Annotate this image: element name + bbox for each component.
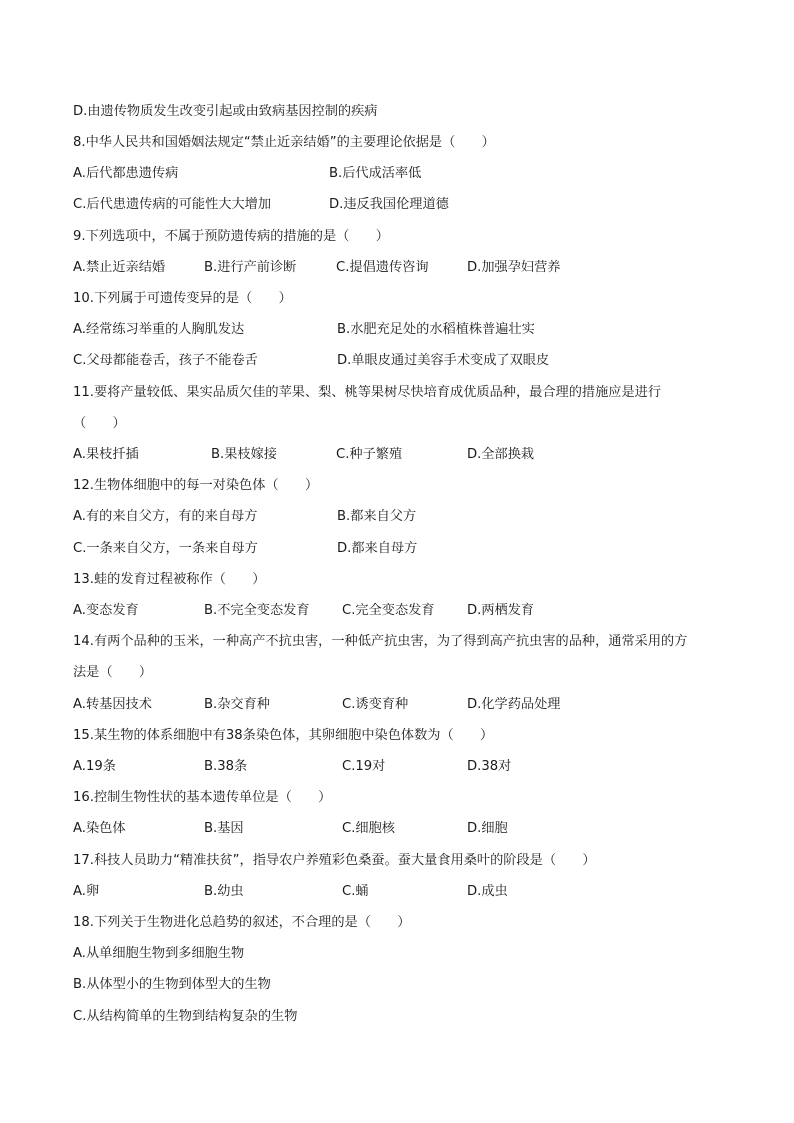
question-9: 9.下列选项中，不属于预防遗传病的措施的是（ ） [73,229,389,244]
q18-option-b: B.从体型小的生物到体型大的生物 [73,977,271,992]
question-17: 17.科技人员助力“精准扶贫”，指导农户养殖彩色桑蚕。蚕大量食用桑叶的阶段是（ ） [73,853,596,868]
q15-option-a: A.19条 [73,759,116,774]
q15-option-d: D.38对 [467,759,512,774]
q10-option-b: B.水肥充足处的水稻植株普遍壮实 [337,322,535,337]
q14-option-b: B.杂交育种 [204,697,270,712]
q9-options-row [73,259,753,277]
q8-option-d: D.违反我国伦理道德 [329,197,449,212]
q7-option-d: D.由遗传物质发生改变引起或由致病基因控制的疾病 [73,104,378,119]
q13-option-d: D.两栖发育 [467,603,535,618]
q8-option-b: B.后代成活率低 [329,166,422,181]
question-18: 18.下列关于生物进化总趋势的叙述，不合理的是（ ） [73,915,411,930]
q11-option-c: C.种子繁殖 [336,447,403,462]
q10-option-a: A.经常练习举重的人胸肌发达 [73,322,245,337]
q12-options-row-1 [73,508,753,526]
question-11-continued: （ ） [73,416,126,431]
q8-option-a: A.后代都患遗传病 [73,166,179,181]
q12-option-b: B.都来自父方 [337,509,417,524]
q17-option-d: D.成虫 [467,884,508,899]
q13-option-a: A.变态发育 [73,603,139,618]
q8-option-c: C.后代患遗传病的可能性大大增加 [73,197,272,212]
q16-options-row [73,820,753,838]
q14-options-row [73,696,753,714]
q8-options-row-1 [73,165,753,183]
q14-option-c: C.诱变育种 [342,697,409,712]
q17-option-b: B.幼虫 [204,884,244,899]
q16-option-b: B.基因 [204,821,244,836]
q18-option-a: A.从单细胞生物到多细胞生物 [73,946,245,961]
question-12: 12.生物体细胞中的每一对染色体（ ） [73,478,319,493]
q9-option-d: D.加强孕妇营养 [467,260,561,275]
question-16: 16.控制生物性状的基本遗传单位是（ ） [73,790,332,805]
question-15: 15.某生物的体系细胞中有38条染色体，其卵细胞中染色体数为（ ） [73,728,494,743]
q15-option-c: C.19对 [342,759,386,774]
q16-option-c: C.细胞核 [342,821,395,836]
question-8: 8.中华人民共和国婚姻法规定“禁止近亲结婚”的主要理论依据是（ ） [73,135,495,150]
question-10: 10.下列属于可遗传变异的是（ ） [73,291,292,306]
q10-options-row-2 [73,352,753,370]
question-14: 14.有两个品种的玉米，一种高产不抗虫害，一种低产抗虫害，为了得到高产抗虫害的品种，通常采用的方 [73,634,688,649]
q10-options-row-1 [73,321,753,339]
q15-options-row [73,758,753,776]
q16-option-d: D.细胞 [467,821,508,836]
question-13: 13.蛙的发育过程被称作（ ） [73,572,266,587]
question-11: 11.要将产量较低、果实品质欠佳的苹果、梨、桃等果树尽快培育成优质品种，最合理的措施应是进行 [73,385,662,400]
q9-option-c: C.提倡遗传咨询 [336,260,429,275]
q11-option-b: B.果枝嫁接 [211,447,277,462]
q11-option-a: A.果枝扦插 [73,447,139,462]
q17-options-row [73,883,753,901]
q12-option-c: C.一条来自父方，一条来自母方 [73,541,258,556]
q14-option-a: A.转基因技术 [73,697,152,712]
q8-options-row-2 [73,196,753,214]
q11-options-row [73,446,753,464]
q16-option-a: A.染色体 [73,821,126,836]
q9-option-a: A.禁止近亲结婚 [73,260,166,275]
q17-option-a: A.卵 [73,884,100,899]
q17-option-c: C.蛹 [342,884,369,899]
q12-options-row-2 [73,540,753,558]
q13-options-row [73,602,753,620]
q18-option-c: C.从结构简单的生物到结构复杂的生物 [73,1009,298,1024]
q12-option-a: A.有的来自父方，有的来自母方 [73,509,258,524]
q13-option-b: B.不完全变态发育 [204,603,310,618]
q10-option-c: C.父母都能卷舌，孩子不能卷舌 [73,353,258,368]
q10-option-d: D.单眼皮通过美容手术变成了双眼皮 [337,353,550,368]
q11-option-d: D.全部换栽 [467,447,535,462]
q12-option-d: D.都来自母方 [337,541,418,556]
q13-option-c: C.完全变态发育 [342,603,435,618]
q9-option-b: B.进行产前诊断 [204,260,297,275]
q14-option-d: D.化学药品处理 [467,697,561,712]
q15-option-b: B.38条 [204,759,248,774]
question-14-continued: 法是（ ） [73,665,153,680]
